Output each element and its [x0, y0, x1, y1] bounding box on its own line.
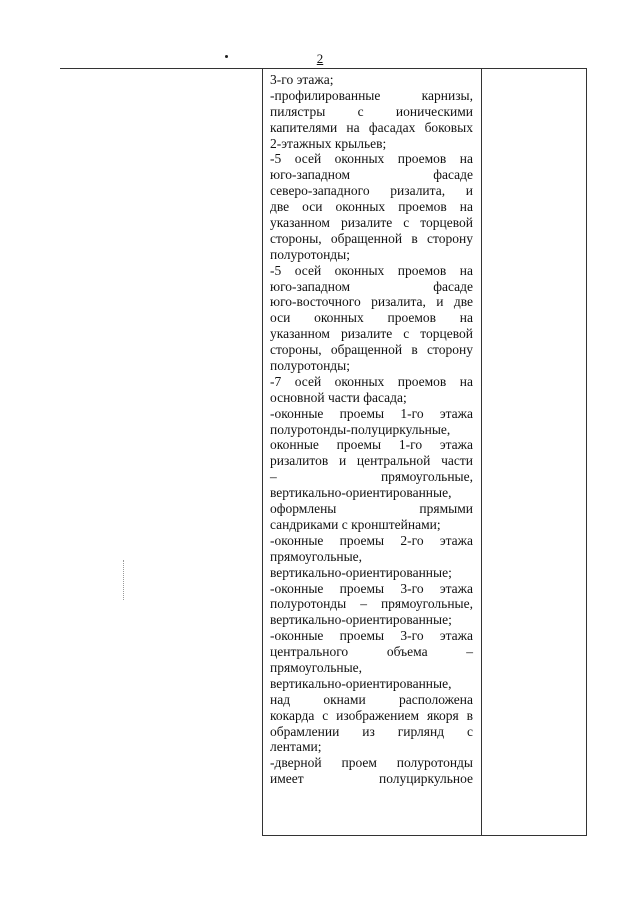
text-line: вертикально-ориентированные;: [270, 564, 452, 580]
text-line: 2-этажных крыльев;: [270, 135, 387, 151]
text-line: полуротонды – прямоугольные,: [270, 596, 473, 612]
header-dot: [225, 55, 228, 58]
text-line: указанном ризалите с торцевой: [270, 326, 473, 342]
text-line: полуротонды;: [270, 246, 350, 262]
table-column-border-right: [586, 68, 587, 835]
text-line: вертикально-ориентированные;: [270, 612, 452, 628]
text-line: обрамлении из гирлянд с: [270, 723, 473, 739]
text-line: юго-западном фасаде: [270, 167, 473, 183]
table-top-border: [60, 68, 587, 69]
text-line: оформлены прямыми: [270, 501, 473, 517]
text-line: над окнами расположена: [270, 691, 473, 707]
text-line: две оси оконных проемов на: [270, 199, 473, 215]
text-line: ризалитов и центральной части: [270, 453, 473, 469]
text-line: -профилированные карнизы,: [270, 87, 473, 103]
text-line: указанном ризалите с торцевой: [270, 215, 473, 231]
text-line: -5 осей оконных проемов на: [270, 151, 473, 167]
text-line: оси оконных проемов на: [270, 310, 473, 326]
text-line: стороны, обращенной в сторону: [270, 230, 473, 246]
page-number-value: 2: [316, 51, 324, 66]
text-line: центрального объема –: [270, 644, 473, 660]
table-column-border-left: [262, 68, 263, 835]
text-line: сандриками с кронштейнами;: [270, 516, 441, 532]
text-line: основной части фасада;: [270, 389, 407, 405]
table-cell-description: [270, 72, 473, 787]
text-line: -7 осей оконных проемов на: [270, 373, 473, 389]
table-bottom-border: [262, 835, 587, 836]
page-number: [0, 52, 640, 66]
text-line: лентами;: [270, 739, 322, 755]
text-line: 3-го этажа;: [270, 72, 334, 87]
text-line: прямоугольные,: [270, 659, 363, 675]
text-line: полуротонды;: [270, 358, 350, 374]
text-line: прямоугольные,: [270, 548, 363, 564]
text-line: юго-восточного ризалита, и две: [270, 294, 473, 310]
text-line: северо-западного ризалита, и: [270, 183, 473, 199]
text-line: -оконные проемы 3-го этажа: [270, 580, 473, 596]
table-column-border-middle: [481, 68, 482, 835]
text-line: -оконные проемы 2-го этажа: [270, 532, 473, 548]
text-line: – прямоугольные,: [270, 469, 473, 485]
scan-artifact: [123, 560, 124, 600]
text-line: полуротонды-полуциркульные,: [270, 421, 451, 437]
text-line: кокарда с изображением якоря в: [270, 707, 473, 723]
text-line: юго-западном фасаде: [270, 278, 473, 294]
text-line: стороны, обращенной в сторону: [270, 342, 473, 358]
text-line: пилястры с ионическими: [270, 103, 473, 119]
text-line: имеет полуциркульное: [270, 771, 473, 787]
text-line: капителями на фасадах боковых: [270, 119, 473, 135]
text-line: вертикально-ориентированные,: [270, 675, 452, 691]
text-line: -оконные проемы 3-го этажа: [270, 628, 473, 644]
text-line: оконные проемы 1-го этажа: [270, 437, 473, 453]
text-line: -5 осей оконных проемов на: [270, 262, 473, 278]
text-line: -дверной проем полуротонды: [270, 755, 473, 771]
text-line: -оконные проемы 1-го этажа: [270, 405, 473, 421]
text-line: вертикально-ориентированные,: [270, 485, 452, 501]
